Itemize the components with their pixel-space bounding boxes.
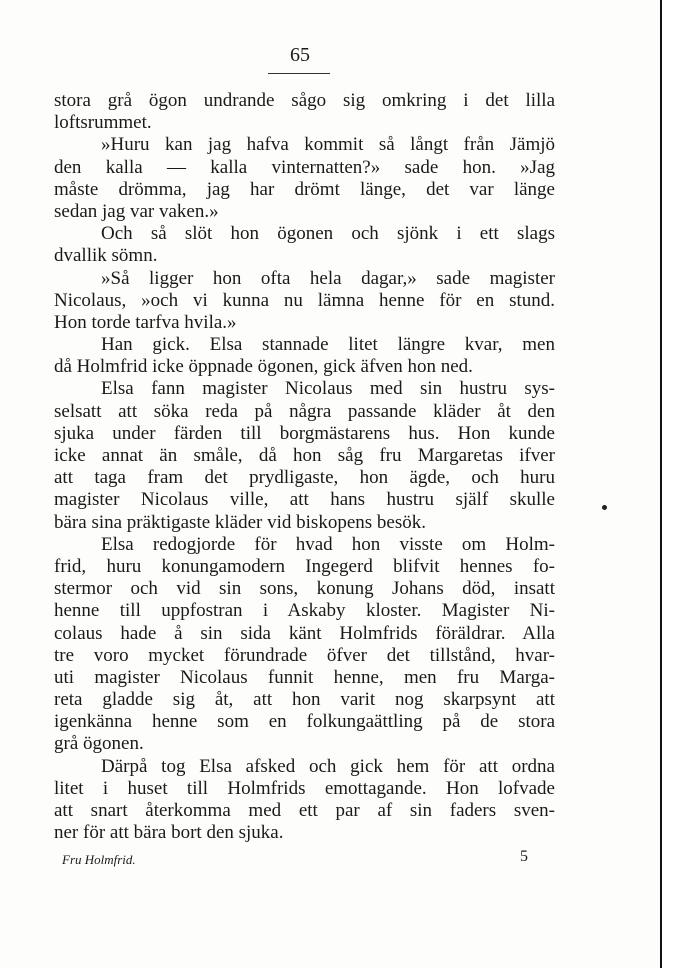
signature-mark: 5 <box>520 848 528 865</box>
text-line: icke annat än småle, då hon såg fru Margaretas ifver <box>54 445 555 466</box>
text-line: den kalla — kalla vinternatten?» sade hon. »Jag <box>54 156 555 178</box>
scan-margin <box>662 0 688 968</box>
page-number: 65 <box>290 44 310 66</box>
text-line: Därpå tog Elsa afsked och gick hem för att ordna <box>101 755 555 777</box>
text-line: igenkänna henne som en folkungaättling på de stora <box>54 711 555 733</box>
text-line: stermor och vid sin sons, konung Johans död, insatt <box>54 578 555 600</box>
text-line: frid, huru konungamodern Ingegerd blifvit hennes fo- <box>54 555 555 577</box>
text-line: colaus hade å sin sida känt Holmfrids föräldrar. Alla <box>54 622 555 644</box>
body-text <box>54 90 555 844</box>
text-line: selsatt att söka reda på några passande kläder åt den <box>54 400 555 422</box>
text-line: henne till uppfostran i Askaby kloster. Magister Ni- <box>54 600 555 622</box>
text-line: »Huru kan jag hafva kommit så långt från Jämjö <box>101 134 555 156</box>
text-line: att taga fram det prydligaste, hon ägde, och huru <box>54 467 555 489</box>
text-line: sjuka under färden till borgmästarens hus. Hon kunde <box>54 422 555 444</box>
text-line: tre voro mycket förundrade öfver det tillstånd, hvar- <box>54 644 555 666</box>
text-line: loftsrummet. <box>54 112 152 134</box>
text-line: sedan jag var vaken.» <box>54 200 219 222</box>
text-line: att snart återkomma med ett par af sin faders sven- <box>54 800 555 821</box>
text-line: Han gick. Elsa stannade litet längre kvar, men <box>101 334 555 356</box>
text-line: stora grå ögon undrande sågo sig omkring i det lilla <box>54 90 555 111</box>
text-line: magister Nicolaus ville, att hans hustru själf skulle <box>54 489 555 511</box>
text-line: då Holmfrid icke öppnade ögonen, gick äfven hon ned. <box>54 356 473 378</box>
margin-speck <box>602 505 607 510</box>
text-line: ner för att bära bort den sjuka. <box>54 822 284 844</box>
text-line: Nicolaus, »och vi kunna nu lämna henne för en stund. <box>54 289 555 311</box>
text-line: Elsa fann magister Nicolaus med sin hustru sys- <box>101 378 555 400</box>
text-line: bära sina präktigaste kläder vid biskopens besök. <box>54 511 426 533</box>
text-line: Elsa redogjorde för hvad hon visste om Holm- <box>101 533 555 555</box>
text-line: måste drömma, jag har drömt länge, det var länge <box>54 178 555 200</box>
text-line: »Så ligger hon ofta hela dagar,» sade magister <box>101 267 555 289</box>
text-line: Och så slöt hon ögonen och sjönk i ett slags <box>101 223 555 245</box>
footer-title: Fru Holmfrid. <box>62 852 136 867</box>
text-line: litet i huset till Holmfrids emottagande. Hon lofvade <box>54 777 555 799</box>
text-line: uti magister Nicolaus funnit henne, men fru Marga- <box>54 666 555 688</box>
text-line: Hon torde tarfva hvila.» <box>54 311 237 333</box>
page-number-rule <box>268 73 330 74</box>
text-line: grå ögonen. <box>54 733 144 755</box>
text-line: dvallik sömn. <box>54 245 158 267</box>
text-line: reta gladde sig åt, att hon varit nog skarpsynt att <box>54 689 555 711</box>
